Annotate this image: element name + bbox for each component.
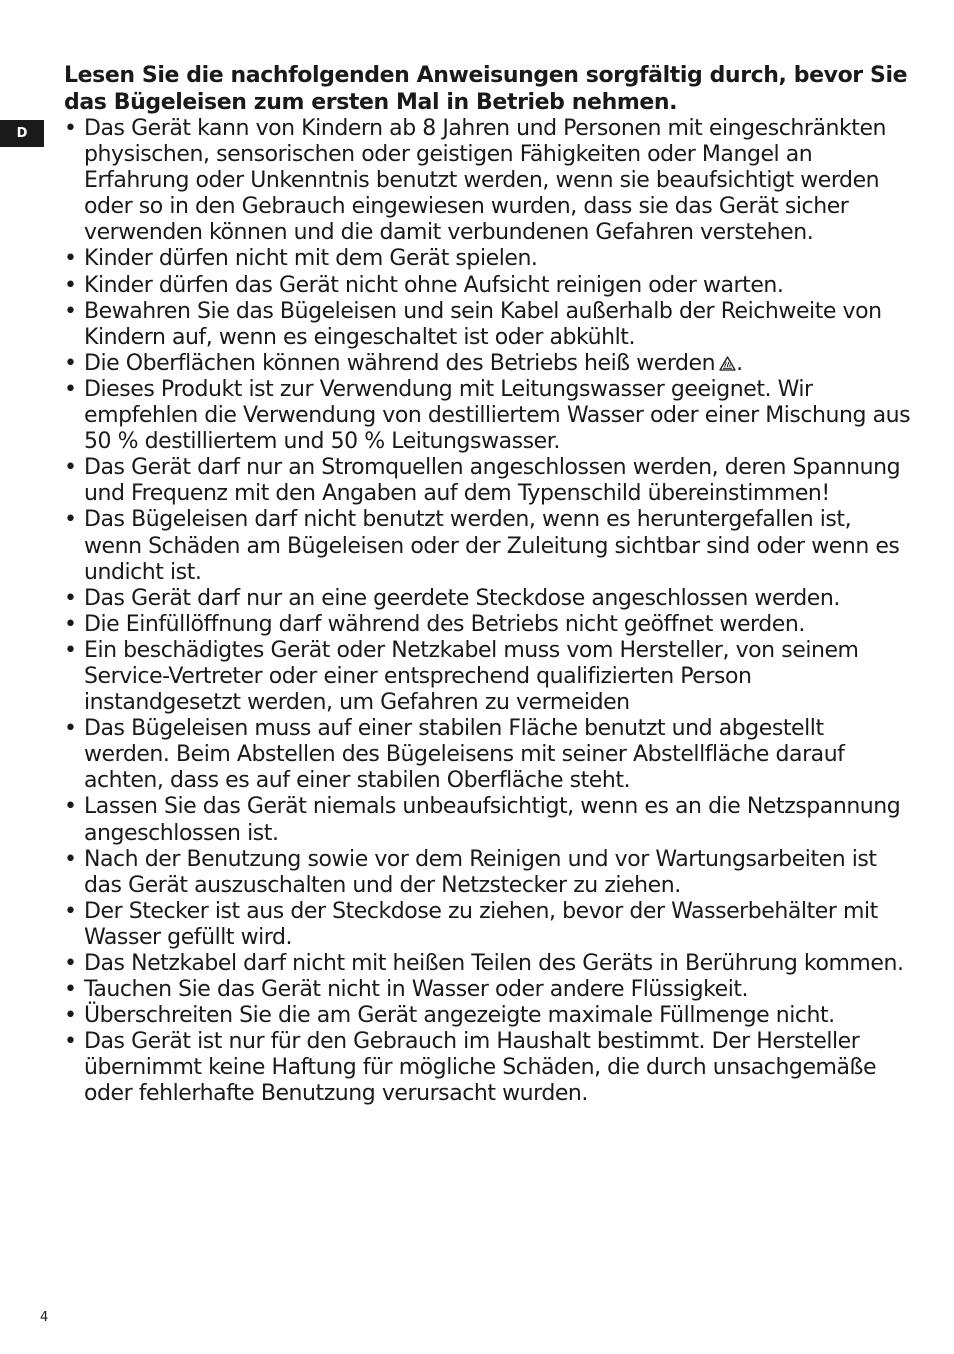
rule-item <box>64 1003 914 1029</box>
rule-item <box>64 1029 914 1107</box>
bullet: • <box>64 1029 77 1055</box>
bullet: • <box>64 898 77 924</box>
bullet: • <box>64 116 77 141</box>
rule-text: Das Bügeleisen darf nicht benutzt werden, wenn es heruntergefallen ist, wenn Schäden am Bügeleisen oder der Zuleitung sichtbar sind oder wenn es undicht ist. <box>84 507 900 585</box>
rule-text: Die Oberflächen können während des Betriebs heiß werden <box>84 350 716 376</box>
bullet: • <box>64 846 77 872</box>
bullet: • <box>64 585 77 611</box>
rule-text: Nach der Benutzung sowie vor dem Reinigen und vor Wartungsarbeiten ist das Gerät auszuschalten und der Netzstecker zu ziehen. <box>84 846 877 898</box>
rule-item <box>64 377 914 455</box>
bullet: • <box>64 376 77 402</box>
rule-text: Ein beschädigtes Gerät oder Netzkabel muss vom Hersteller, von seinem Service-Vertreter oder einer entsprechend qualifizierten Person instandgesetzt werden, um Gefahren zu vermeiden <box>84 637 859 716</box>
rule-item <box>64 612 914 638</box>
rule-item <box>64 507 914 585</box>
rule-item <box>64 951 914 977</box>
rule-item <box>64 794 914 846</box>
rule-item <box>64 246 914 272</box>
rule-text: Lassen Sie das Gerät niemals unbeaufsichtigt, wenn es an die Netzspannung angeschlossen ist. <box>84 794 901 846</box>
bullet: • <box>64 637 77 663</box>
rule-text: Der Stecker ist aus der Steckdose zu ziehen, bevor der Wasserbehälter mit Wasser gefüllt wird. <box>84 898 878 950</box>
rule-text: Kinder dürfen das Gerät nicht ohne Aufsicht reinigen oder warten. <box>84 272 784 298</box>
rule-text: Bewahren Sie das Bügeleisen und sein Kabel außerhalb der Reichweite von Kindern auf, wenn es eingeschaltet ist oder abkühlt. <box>84 298 882 350</box>
bullet: • <box>64 350 77 376</box>
bullet: • <box>64 507 77 533</box>
bullet: • <box>64 272 77 298</box>
rule-item <box>64 455 914 507</box>
rule-item <box>64 299 914 351</box>
rule-text: Das Bügeleisen muss auf einer stabilen Fläche benutzt und abgestellt werden. Beim Abstellen des Bügeleisens mit seiner Abstellfläche darauf achten, dass es auf einer stabilen Oberfläche steht. <box>84 716 845 794</box>
rule-item <box>64 716 914 794</box>
bullet: • <box>64 794 77 820</box>
rule-item <box>64 351 914 377</box>
rule-item <box>64 116 914 246</box>
rule-text: Tauchen Sie das Gerät nicht in Wasser oder andere Flüssigkeit. <box>84 977 749 1003</box>
bullet: • <box>64 246 77 272</box>
bullet: • <box>64 716 77 742</box>
rule-suffix: . <box>736 350 743 376</box>
rule-item <box>64 977 914 1003</box>
rule-text: Die Einfüllöffnung darf während des Betriebs nicht geöffnet werden. <box>84 611 805 637</box>
rule-text: Kinder dürfen nicht mit dem Gerät spielen. <box>84 246 538 272</box>
rule-item <box>64 638 914 716</box>
safety-instructions <box>64 62 914 1108</box>
rule-text: Überschreiten Sie die am Gerät angezeigte maximale Füllmenge nicht. <box>84 1003 835 1029</box>
bullet: • <box>64 298 77 324</box>
bullet: • <box>64 951 77 976</box>
page-number: 4 <box>40 1310 49 1325</box>
rule-text: Das Gerät darf nur an eine geerdete Steckdose angeschlossen werden. <box>84 585 840 611</box>
bullet: • <box>64 977 77 1003</box>
intro-heading: Lesen Sie die nachfolgenden Anweisungen sorgfältig durch, bevor Sie das Bügeleisen zum ersten Mal in Betrieb nehmen. <box>64 63 908 115</box>
rule-text: Das Gerät kann von Kindern ab 8 Jahren und Personen mit eingeschränkten physischen, sensorischen oder geistigen Fähigkeiten oder Mangel an Erfahrung oder Unkenntnis benutzt werden, wenn sie beaufsichtigt werden oder so in den Gebrauch eingewiesen wurden, dass sie das Gerät sicher verwenden können und die damit verbundenen Gefahren verstehen. <box>84 116 887 246</box>
rule-item <box>64 899 914 951</box>
rule-text: Dieses Produkt ist zur Verwendung mit Leitungswasser geeignet. Wir empfehlen die Verwendung von destilliertem Wasser oder einer Mischung aus 50 % destilliertem und 50 % Leitungswasser. <box>84 376 911 455</box>
rule-text: Das Netzkabel darf nicht mit heißen Teilen des Geräts in Berührung kommen. <box>84 951 904 976</box>
rule-item <box>64 273 914 299</box>
rule-text: Das Gerät darf nur an Stromquellen angeschlossen werden, deren Spannung und Frequenz mit den Angaben auf dem Typenschild übereinstimmen! <box>84 455 901 507</box>
rule-text: Das Gerät ist nur für den Gebrauch im Haushalt bestimmt. Der Hersteller übernimmt keine Haftung für mögliche Schäden, die durch unsachgemäße oder fehlerhafte Benutzung verursacht wurden. <box>84 1029 877 1107</box>
rules-list <box>64 116 914 1108</box>
rule-item <box>64 847 914 899</box>
bullet: • <box>64 1003 77 1029</box>
bullet: • <box>64 611 77 637</box>
bullet: • <box>64 455 77 481</box>
hot-surface-warning-icon <box>719 356 736 371</box>
rule-item <box>64 586 914 612</box>
language-tab: D <box>0 120 44 147</box>
